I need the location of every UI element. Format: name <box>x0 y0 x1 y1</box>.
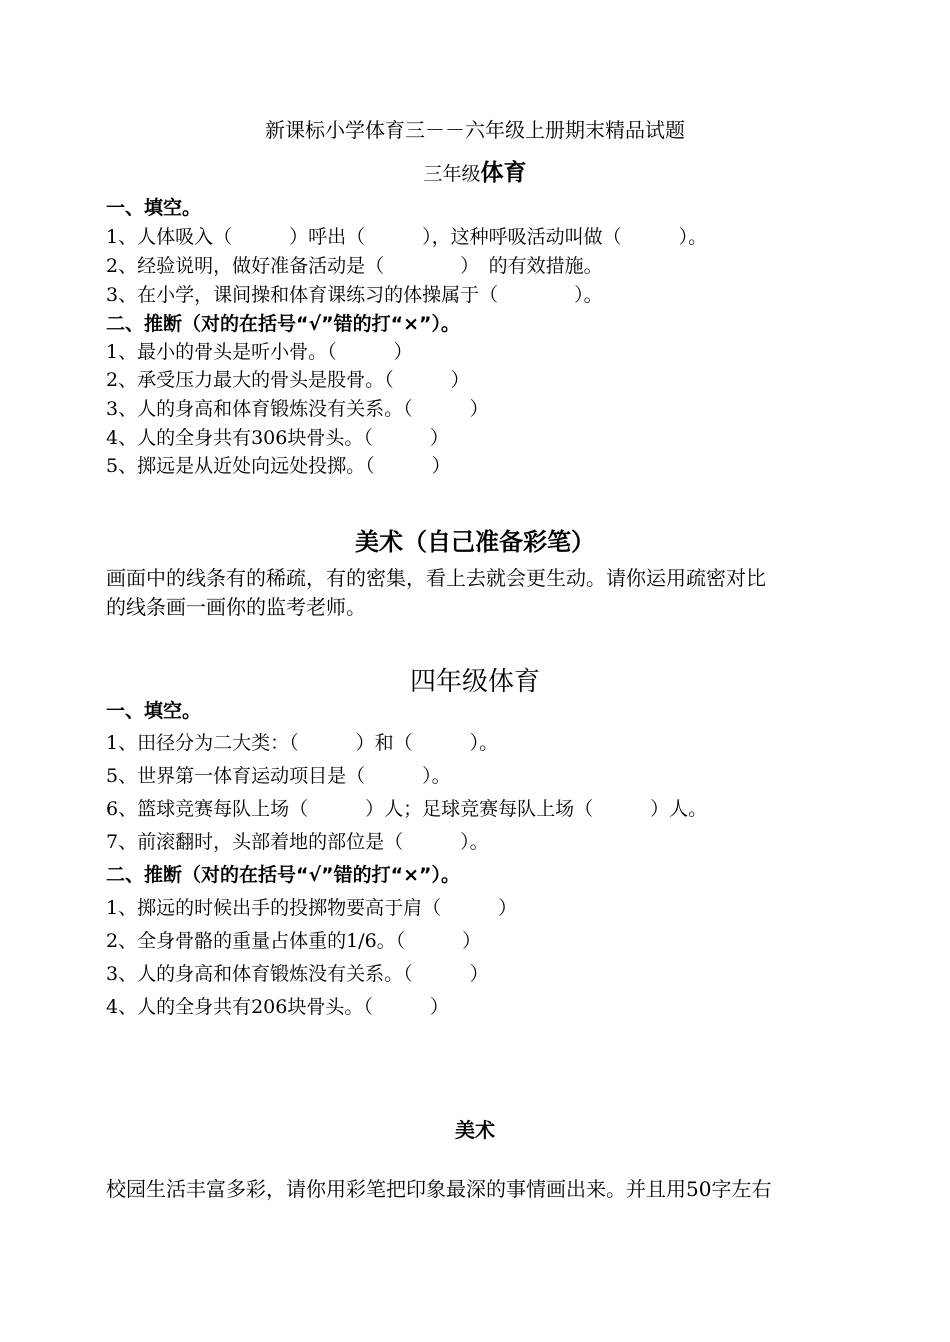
art-instructions-line: 的线条画一画你的监考老师。 <box>106 595 366 619</box>
grade3-judge-item: 2、承受压力最大的骨头是股骨。（ ） <box>106 369 470 391</box>
grade4-judge-item: 4、人的全身共有206块骨头。（ ） <box>106 996 449 1018</box>
grade4-title: 四年级体育 <box>409 667 540 697</box>
grade3-fill-item: 3、在小学，课间操和体育课练习的体操属于（ ）。 <box>106 284 603 306</box>
exam-title: 新课标小学体育三－－六年级上册期末精品试题 <box>265 118 685 142</box>
grade3-title-subject: 体育 <box>480 160 527 186</box>
grade4-fill-item: 7、前滚翻时，头部着地的部位是（ ）。 <box>106 831 489 853</box>
grade4-fill-item: 1、田径分为二大类：（ ）和（ ）。 <box>106 732 499 754</box>
grade3-fill-item: 2、经验说明，做好准备活动是（ ） 的有效措施。 <box>106 255 603 277</box>
grade4-judge-item: 2、全身骨骼的重量占体重的1/6。（ ） <box>106 930 482 952</box>
grade4-judge-item: 3、人的身高和体育锻炼没有关系。（ ） <box>106 963 489 985</box>
grade4-fill-item: 6、篮球竞赛每队上场（ ）人；足球竞赛每队上场（ ）人。 <box>106 798 708 820</box>
art2-instructions-line: 校园生活丰富多彩，请你用彩笔把印象最深的事情画出来。并且用50字左右 <box>106 1177 772 1201</box>
art-section-title: 美术（自己准备彩笔） <box>355 528 595 556</box>
grade4-fill-heading: 一、填空。 <box>106 700 202 722</box>
grade3-fill-item: 1、人体吸入（ ）呼出（ ），这种呼吸活动叫做（ ）。 <box>106 226 708 248</box>
grade3-judge-item: 5、掷远是从近处向远处投掷。（ ） <box>106 455 451 477</box>
art-instructions-line: 画面中的线条有的稀疏，有的密集，看上去就会更生动。请你运用疏密对比 <box>106 566 766 590</box>
grade3-title-prefix: 三年级 <box>423 163 481 185</box>
grade4-judge-item: 1、掷远的时候出手的投掷物要高于肩（ ） <box>106 897 518 919</box>
grade3-judge-item: 4、人的全身共有306块骨头。（ ） <box>106 427 449 449</box>
grade3-judge-heading: 二、推断（对的在括号“√”错的打“×”）。 <box>106 313 461 335</box>
grade3-judge-item: 1、最小的骨头是听小骨。（ ） <box>106 341 413 363</box>
grade3-judge-item: 3、人的身高和体育锻炼没有关系。（ ） <box>106 398 489 420</box>
grade4-judge-heading: 二、推断（对的在括号“√”错的打“×”）。 <box>106 864 461 886</box>
grade3-fill-heading: 一、填空。 <box>106 197 202 219</box>
grade3-title <box>0 154 950 187</box>
grade4-fill-item: 5、世界第一体育运动项目是（ ）。 <box>106 765 451 787</box>
art2-section-title: 美术 <box>455 1118 495 1142</box>
